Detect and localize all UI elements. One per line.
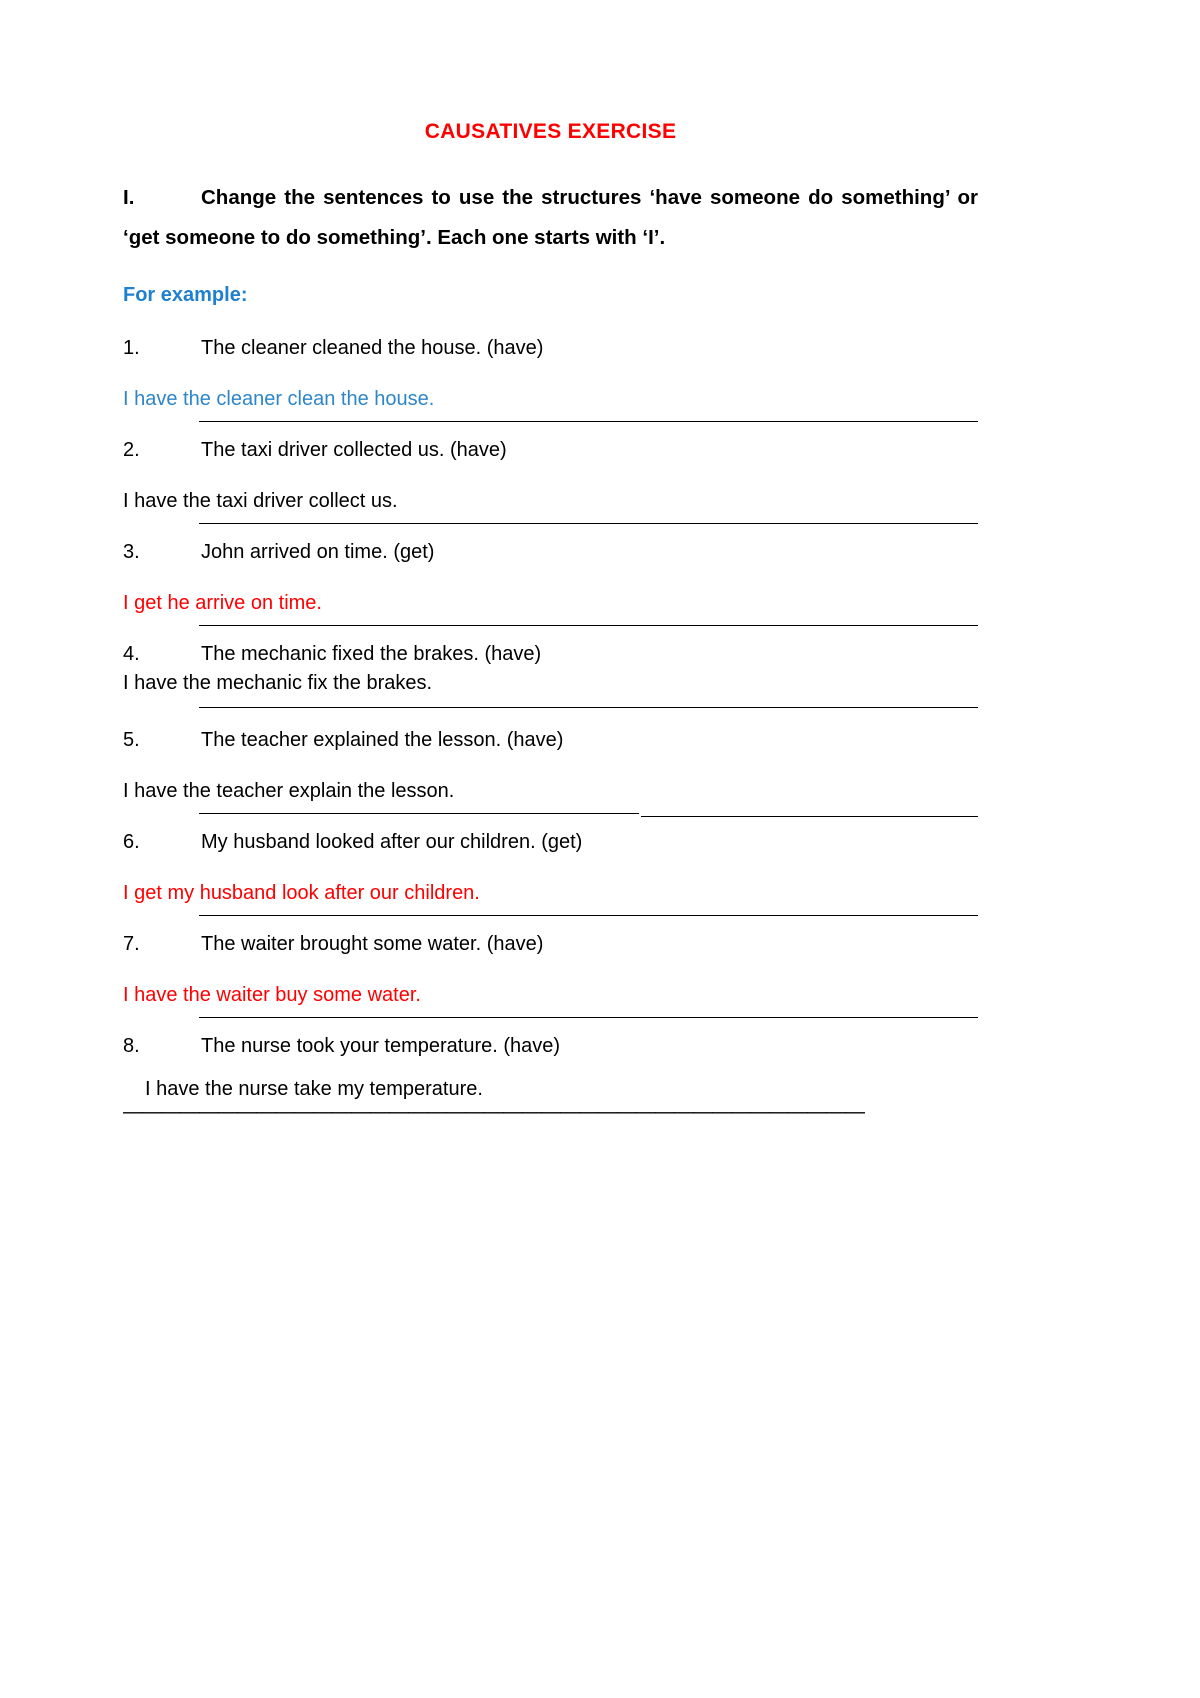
answer-line (123, 479, 978, 537)
item-answer[interactable]: I have the teacher explain the lesson. (123, 779, 455, 802)
item-answer[interactable]: I have the waiter buy some water. (123, 983, 421, 1006)
item-prompt (123, 929, 978, 959)
answer-rule (199, 813, 639, 814)
answer-rule (199, 523, 978, 524)
answer-line (123, 973, 978, 1031)
item-prompt (123, 1031, 978, 1061)
instruction-number: I. (123, 186, 135, 209)
exercise-item (123, 1031, 978, 1124)
item-prompt (123, 725, 978, 755)
spacer (123, 567, 978, 581)
item-prompt (123, 639, 978, 669)
item-prompt-text: The cleaner cleaned the house. (have) (201, 336, 544, 359)
answer-line (123, 669, 978, 725)
item-number: 7. (123, 932, 140, 955)
item-answer[interactable]: I have the cleaner clean the house. (123, 387, 435, 410)
spacer (123, 857, 978, 871)
item-number: 4. (123, 642, 140, 665)
answer-rule (199, 707, 978, 708)
exercise-item (123, 435, 978, 537)
item-prompt (123, 827, 978, 857)
item-prompt-text: The nurse took your temperature. (have) (201, 1034, 561, 1057)
spacer (123, 363, 978, 377)
answer-rule (199, 915, 978, 916)
item-number: 6. (123, 830, 140, 853)
item-number: 8. (123, 1034, 140, 1057)
exercise-item (123, 333, 978, 435)
item-prompt-text: My husband looked after our children. (get) (201, 830, 583, 853)
item-prompt-text: The waiter brought some water. (have) (201, 932, 544, 955)
item-prompt (123, 435, 978, 465)
item-answer[interactable]: I have the mechanic fix the brakes. (123, 671, 433, 694)
answer-line (123, 581, 978, 639)
item-prompt-text: The teacher explained the lesson. (have) (201, 728, 564, 751)
item-number: 3. (123, 540, 140, 563)
item-answer[interactable]: I have the taxi driver collect us. (123, 489, 398, 512)
answer-rule (199, 625, 978, 626)
answer-rule (199, 421, 978, 422)
exercise-item (123, 725, 978, 827)
spacer (123, 465, 978, 479)
item-prompt (123, 333, 978, 363)
answer-line (123, 871, 978, 929)
exercise-item (123, 929, 978, 1031)
spacer (123, 1061, 978, 1075)
item-number: 2. (123, 438, 140, 461)
item-answer[interactable]: I get my husband look after our children. (123, 881, 480, 904)
spacer (123, 755, 978, 769)
instruction-text: Change the sentences to use the structures ‘have someone do something’ or ‘get someone to do something’. Each one starts with ‘I’. (123, 186, 978, 249)
exercise-item (123, 827, 978, 929)
page-title: CAUSATIVES EXERCISE (424, 120, 677, 143)
answer-line (123, 769, 978, 827)
item-number: 1. (123, 336, 140, 359)
document-body (123, 120, 978, 1124)
item-prompt-text: The mechanic fixed the brakes. (have) (201, 642, 542, 665)
exercise-item (123, 537, 978, 639)
item-prompt-text: John arrived on time. (get) (201, 540, 435, 563)
item-prompt-text: The taxi driver collected us. (have) (201, 438, 507, 461)
instruction-paragraph (123, 178, 978, 258)
answer-rule (199, 1017, 978, 1018)
answer-line (123, 377, 978, 435)
exercise-item (123, 639, 978, 725)
item-number: 5. (123, 728, 140, 751)
item-answer[interactable]: I get he arrive on time. (123, 591, 322, 614)
spacer (123, 959, 978, 973)
item-answer[interactable]: I have the nurse take my temperature. (145, 1077, 483, 1100)
final-answer-rule: ——————————————————————————————————————— (123, 1100, 864, 1123)
answer-rule-continued (641, 816, 978, 817)
item-prompt (123, 537, 978, 567)
for-example-label: For example: (123, 283, 248, 306)
